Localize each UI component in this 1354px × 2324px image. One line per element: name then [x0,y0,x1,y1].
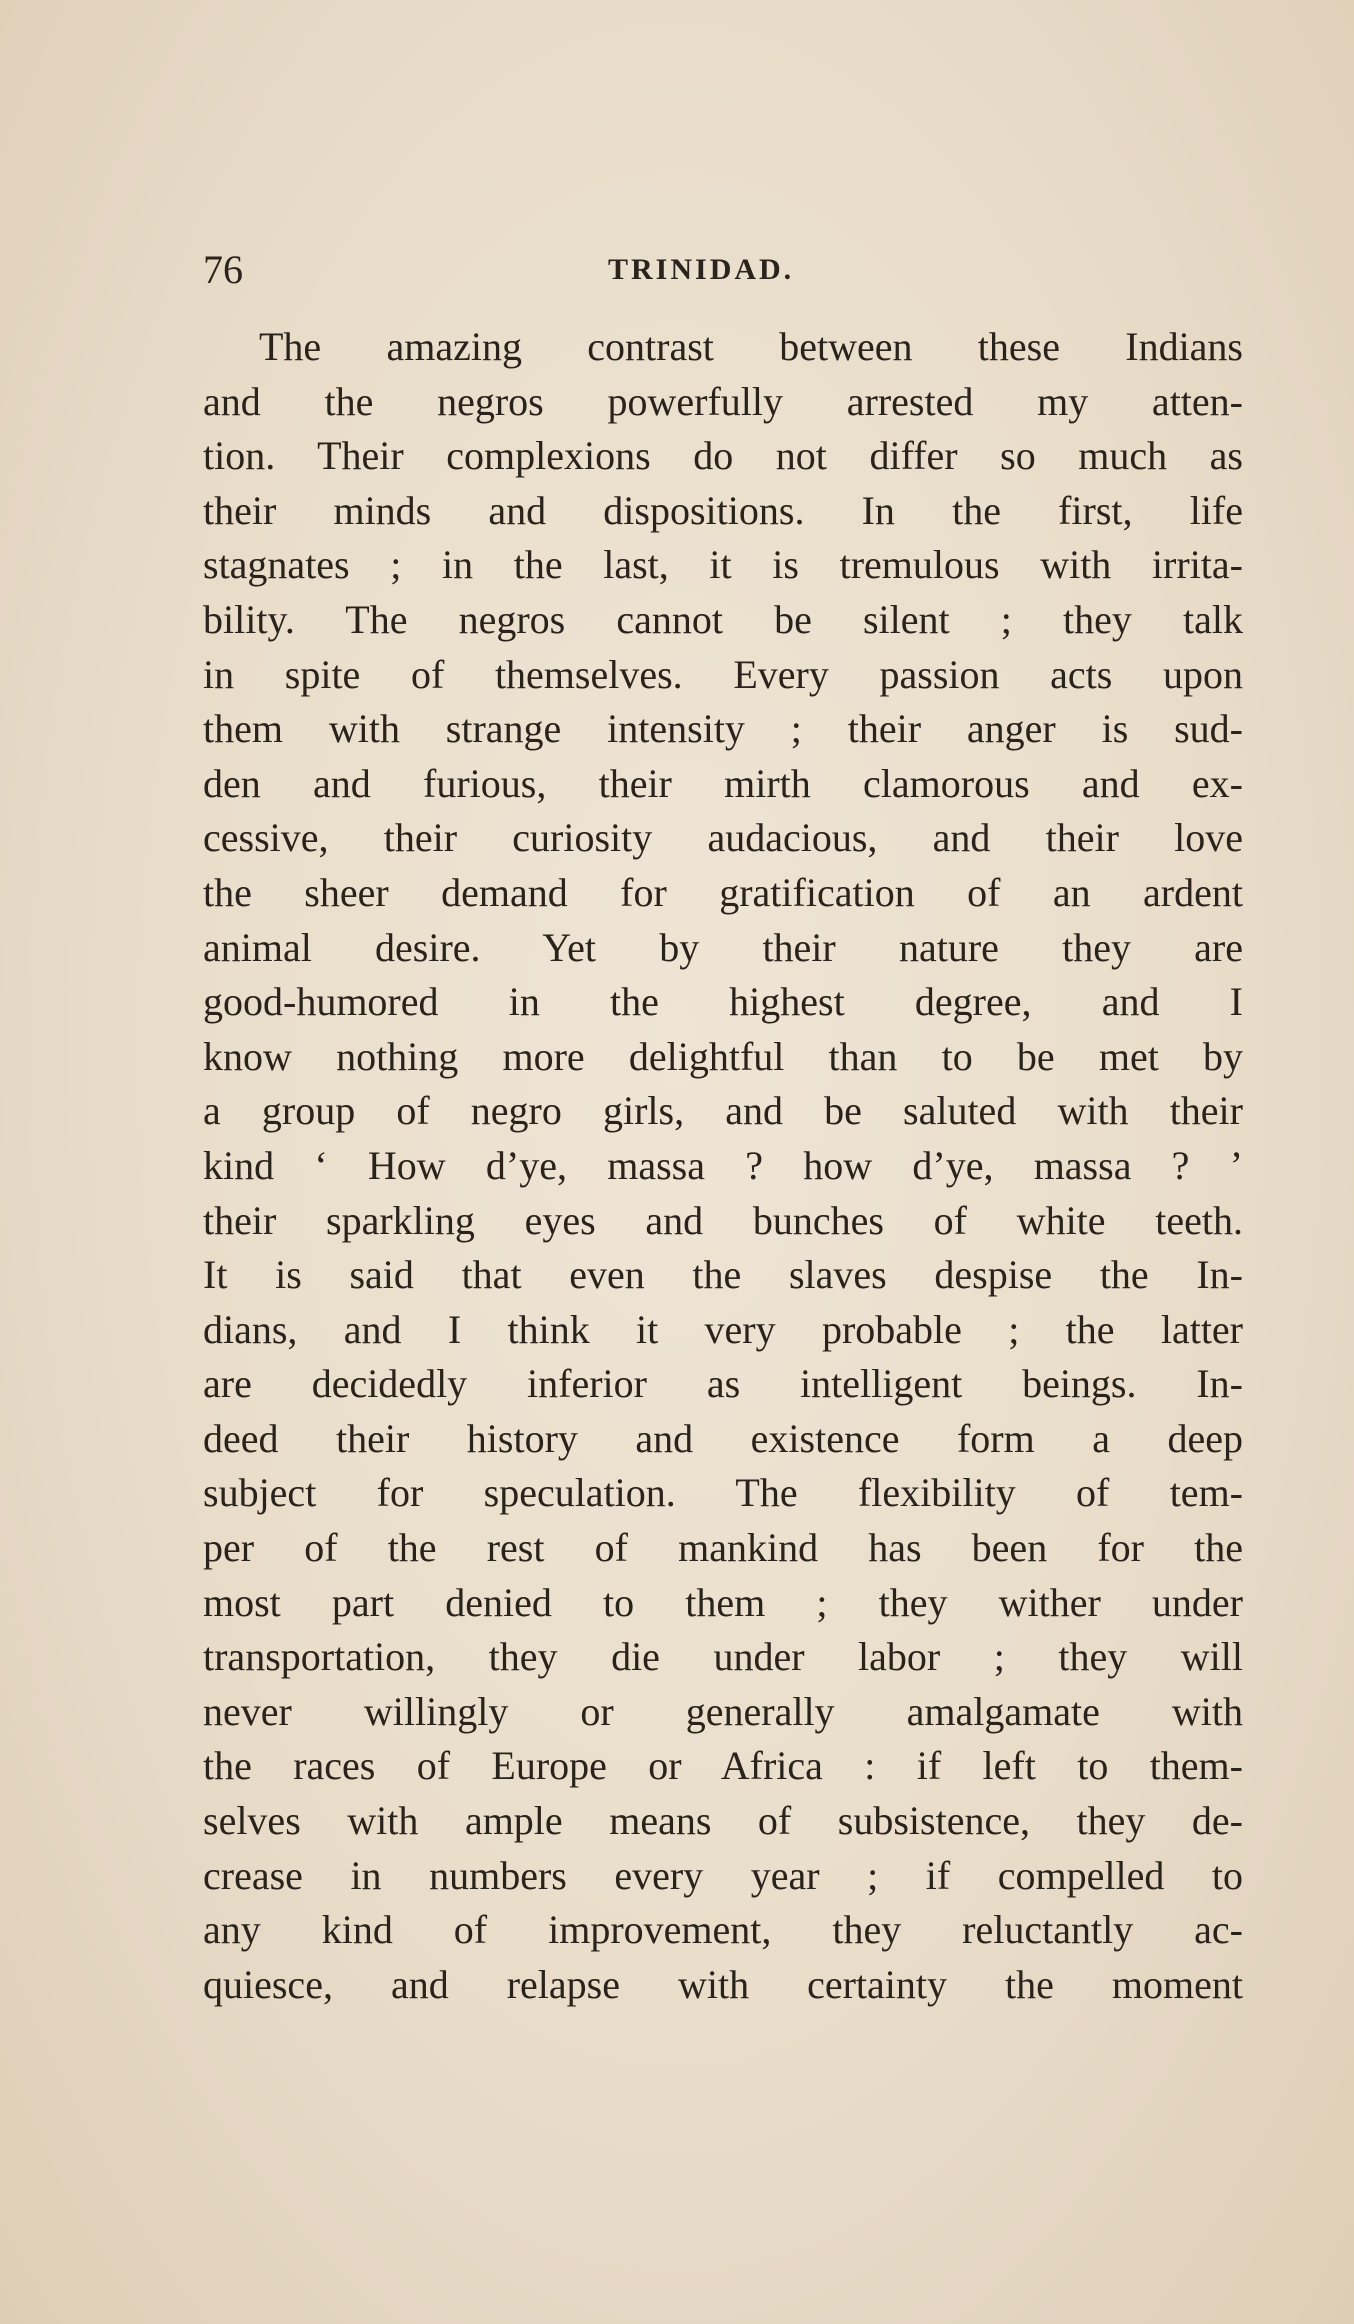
text-line: the sheer demand for gratification of an ardent [203,869,1243,915]
text-line: them with strange intensity ; their anger is sud- [203,706,1243,752]
text-line: den and furious, their mirth clamorous and ex- [203,760,1243,806]
running-title: TRINIDAD. [608,253,795,286]
text-line: deed their history and existence form a deep [203,1415,1243,1461]
text-line: crease in numbers every year ; if compelled to [203,1852,1243,1898]
text-line: stagnates ; in the last, it is tremulous with irrita- [203,542,1243,588]
text-line: their sparkling eyes and bunches of white teeth. [203,1197,1243,1243]
text-line: know nothing more delightful than to be met by [203,1033,1243,1079]
text-line: transportation, they die under labor ; they will [203,1634,1243,1680]
text-line: subject for speculation. The flexibility of tem- [203,1470,1243,1516]
text-line: bility. The negros cannot be silent ; they talk [203,596,1243,642]
text-line: animal desire. Yet by their nature they are [203,924,1243,970]
text-line: a group of negro girls, and be saluted with their [203,1088,1243,1134]
text-line: in spite of themselves. Every passion acts upon [203,651,1243,697]
text-line: per of the rest of mankind has been for the [203,1525,1243,1571]
text-line: their minds and dispositions. In the first, life [203,487,1243,533]
text-line: kind ‘ How d’ye, massa ? how d’ye, massa ? ’ [203,1142,1243,1188]
text-line: never willingly or generally amalgamate with [203,1688,1243,1734]
text-line: tion. Their complexions do not differ so much as [203,433,1243,479]
text-line: The amazing contrast between these Indians [259,324,1243,369]
text-line: dians, and I think it very probable ; the latter [203,1306,1243,1352]
text-line: cessive, their curiosity audacious, and their love [203,815,1243,861]
body-text [203,320,1243,2012]
text-line: It is said that even the slaves despise the In- [203,1252,1243,1298]
text-line: most part denied to them ; they wither under [203,1579,1243,1625]
text-line: quiesce, and relapse with certainty the moment [203,1961,1243,2007]
page-number: 76 [203,247,243,292]
text-line: selves with ample means of subsistence, they de- [203,1798,1243,1844]
text-line: are decidedly inferior as intelligent beings. In- [203,1361,1243,1407]
page-header [203,240,1243,300]
text-line: the races of Europe or Africa : if left to them- [203,1743,1243,1789]
text-line: any kind of improvement, they reluctantly ac- [203,1907,1243,1953]
text-line: good-humored in the highest degree, and I [203,979,1243,1025]
text-line: and the negros powerfully arrested my atten- [203,378,1243,424]
